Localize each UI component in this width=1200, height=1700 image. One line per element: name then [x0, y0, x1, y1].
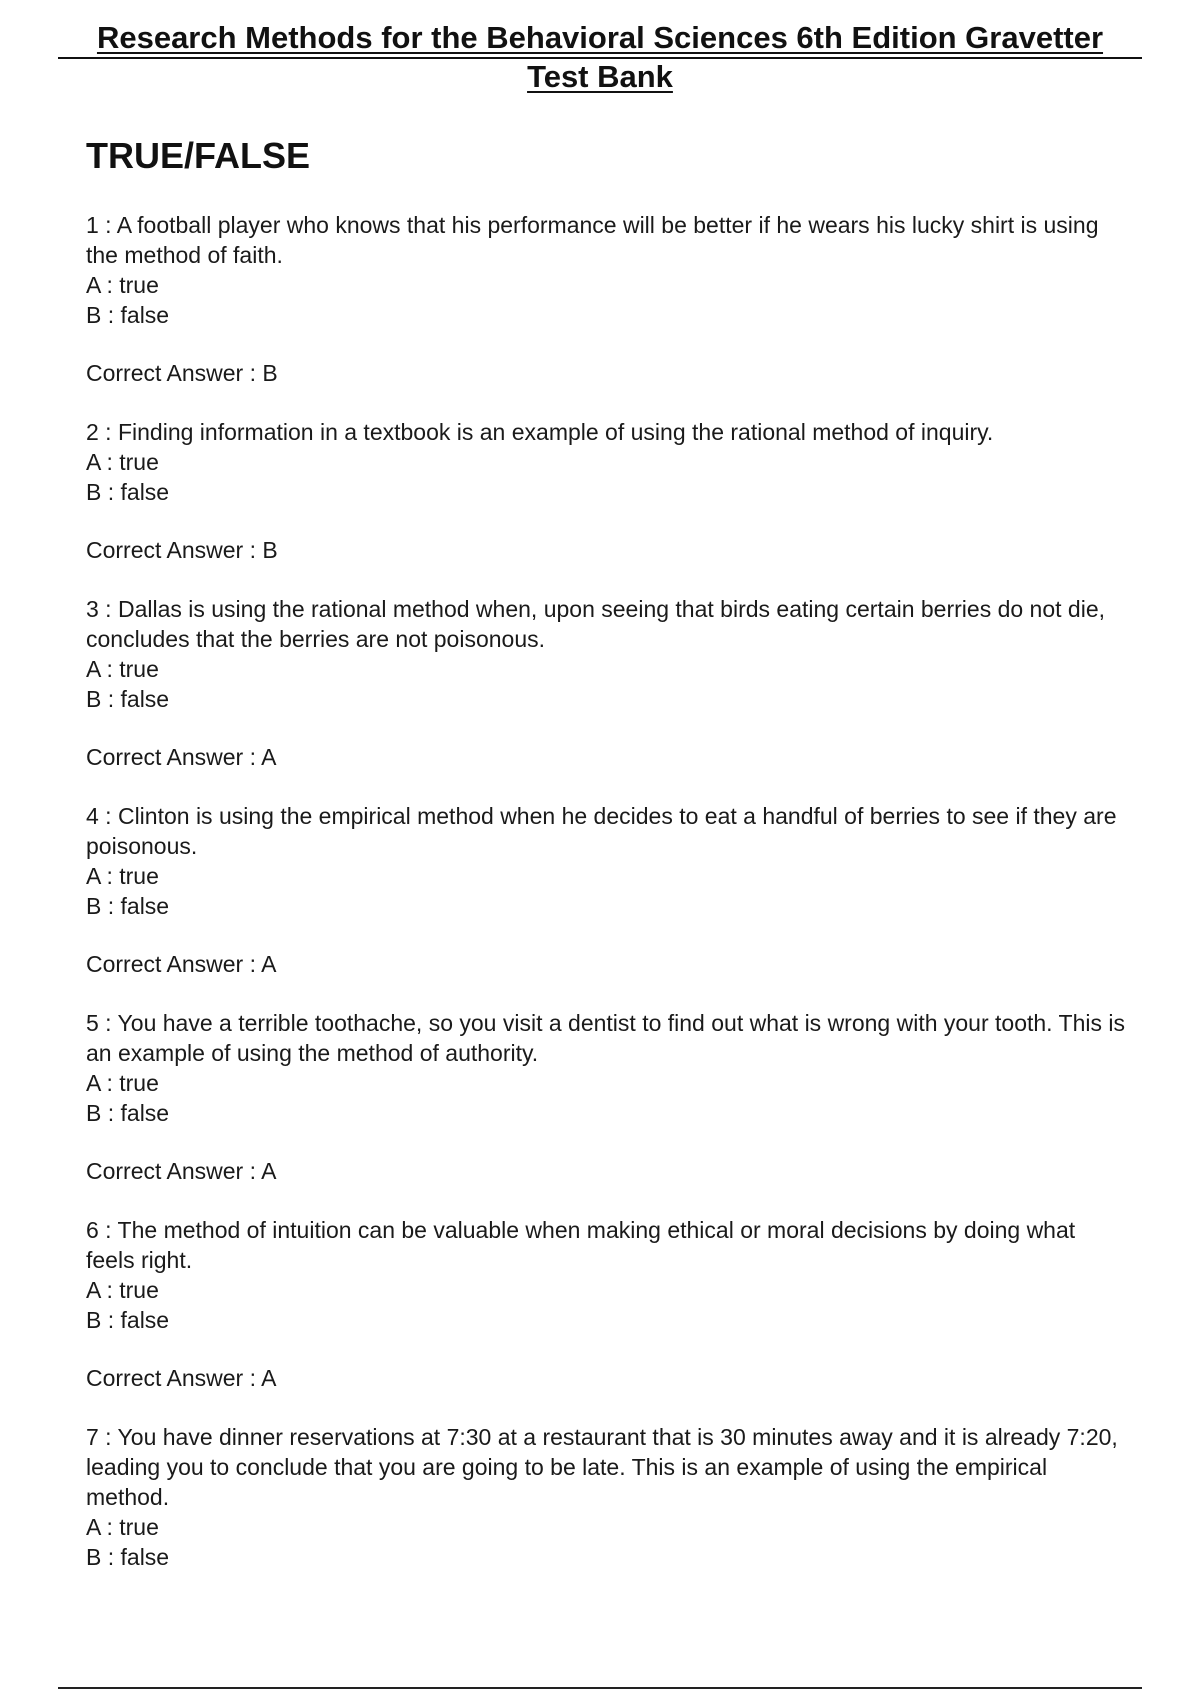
option-b: B : false [86, 1307, 170, 1333]
option-b: B : false [86, 1100, 170, 1126]
question-text: 6 : The method of intuition can be valuable when making ethical or moral decisions by doing what feels right. [86, 1217, 1076, 1273]
option-b: B : false [86, 686, 170, 712]
correct-answer: Correct Answer : A [86, 951, 277, 977]
correct-answer: Correct Answer : B [86, 360, 278, 386]
question-item [86, 417, 1126, 565]
option-b: B : false [86, 479, 170, 505]
correct-answer: Correct Answer : B [86, 537, 278, 563]
question-list [86, 210, 1126, 1601]
title-rule [58, 57, 1142, 59]
option-b: B : false [86, 893, 170, 919]
option-a: A : true [86, 1277, 159, 1303]
option-b: B : false [86, 1544, 170, 1570]
correct-answer: Correct Answer : A [86, 1365, 277, 1391]
option-a: A : true [86, 449, 159, 475]
option-a: A : true [86, 656, 159, 682]
option-a: A : true [86, 1070, 159, 1096]
correct-answer: Correct Answer : A [86, 1158, 277, 1184]
question-item [86, 1215, 1126, 1393]
question-text: 2 : Finding information in a textbook is an example of using the rational method of inquiry. [86, 419, 994, 445]
question-item [86, 1422, 1126, 1572]
option-a: A : true [86, 272, 159, 298]
footer-rule [58, 1687, 1142, 1689]
question-item [86, 594, 1126, 772]
question-item [86, 801, 1126, 979]
title-line-2: Test Bank [527, 59, 673, 94]
question-text: 5 : You have a terrible toothache, so you visit a dentist to find out what is wrong with your tooth. This is an example of using the method of authority. [86, 1010, 1125, 1066]
title-line-1: Research Methods for the Behavioral Sciences 6th Edition Gravetter [96, 20, 1104, 55]
question-text: 7 : You have dinner reservations at 7:30 at a restaurant that is 30 minutes away and it is already 7:20, leading you to conclude that you are going to be late. This is an example of using the empirical method. [86, 1424, 1118, 1510]
question-text: 1 : A football player who knows that his performance will be better if he wears his lucky shirt is using the method of faith. [86, 212, 1099, 268]
correct-answer: Correct Answer : A [86, 744, 277, 770]
option-b: B : false [86, 302, 170, 328]
question-text: 4 : Clinton is using the empirical method when he decides to eat a handful of berries to see if they are poisonous. [86, 803, 1117, 859]
question-text: 3 : Dallas is using the rational method when, upon seeing that birds eating certain berries do not die, concludes that the berries are not poisonous. [86, 596, 1106, 652]
question-item [86, 1008, 1126, 1186]
question-item [86, 210, 1126, 388]
option-a: A : true [86, 863, 159, 889]
section-heading: TRUE/FALSE [86, 135, 311, 176]
option-a: A : true [86, 1514, 159, 1540]
